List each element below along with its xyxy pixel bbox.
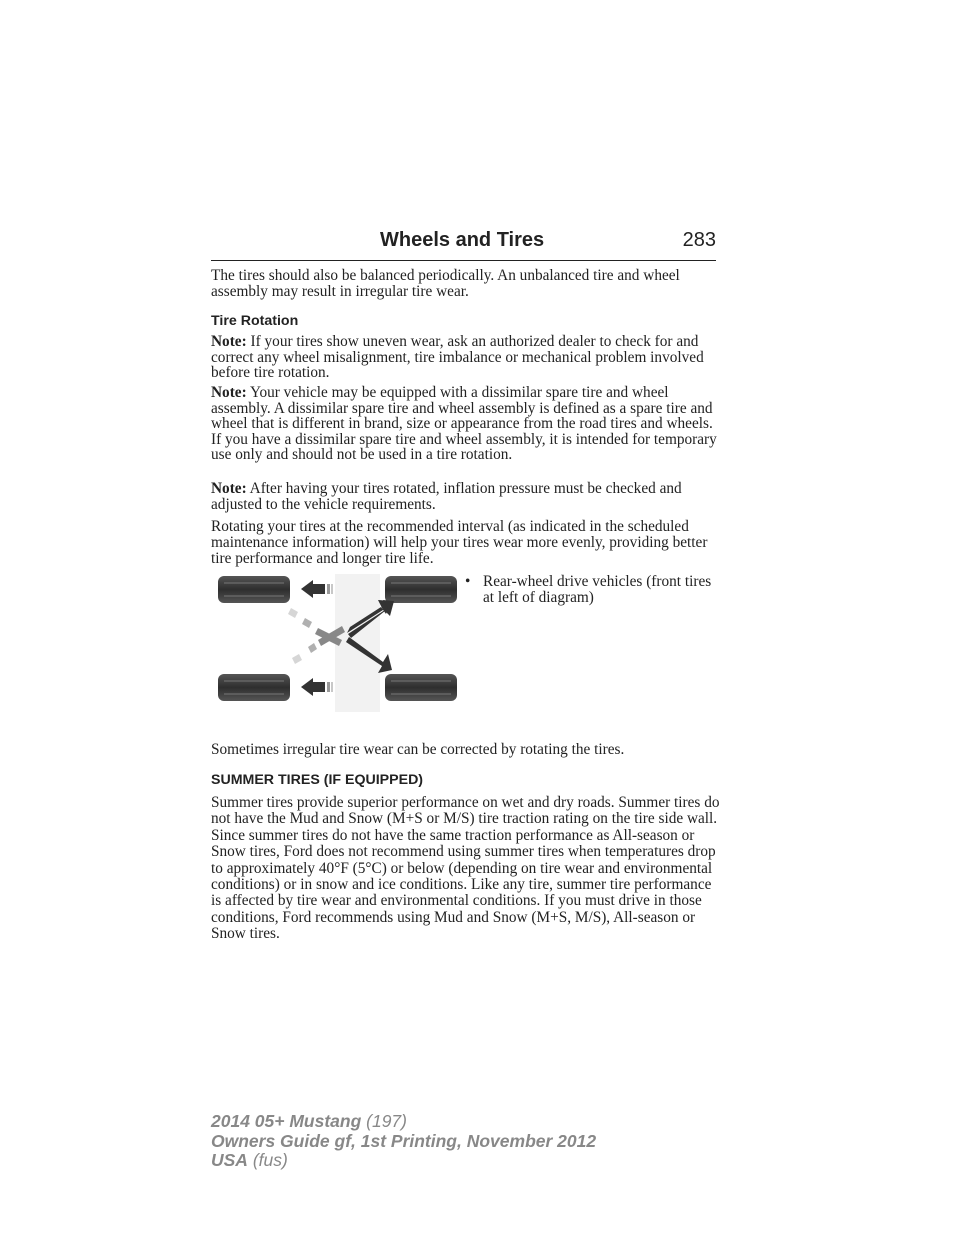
note-text: After having your tires rotated, inflation pressure must be checked and adjusted to the vehicle requirements. [211, 480, 682, 513]
bullet-marker: • [465, 573, 471, 590]
tire-rotation-diagram [214, 570, 464, 715]
note-paragraph-2 [211, 385, 721, 463]
section-title: Wheels and Tires [380, 229, 545, 251]
tire-rear-left-icon [385, 576, 457, 603]
note-paragraph-3 [211, 481, 721, 512]
tire-rotation-heading: Tire Rotation [211, 313, 299, 329]
footer-line-3 [211, 1151, 596, 1171]
summer-tires-paragraph: Summer tires provide superior performance on wet and dry roads. Summer tires do not have the Mud and Snow (M+S or M/S) tire traction rating on the tire side wall. Since summer tires do not have the same traction performance as All-season or Snow tires, Ford does not recommend using summer tires when temperatures drop to approximately 40°F (5°C) or below (depending on tire wear and environmental conditions) or in snow and ice conditions. Like any tire, summer tire performance is affected by tire wear and environmental conditions. If you must drive in those conditions, Ford recommends using Mud and Snow (M+S, M/S), All-season or Snow tires. [211, 794, 720, 943]
summer-tires-heading: SUMMER TIRES (IF EQUIPPED) [211, 772, 424, 788]
diagram-background [335, 574, 380, 712]
tire-front-left-icon [218, 576, 290, 603]
tire-front-right-icon [218, 674, 290, 701]
rotating-paragraph: Rotating your tires at the recommended interval (as indicated in the scheduled maintenance information) will help your tires wear more evenly, providing better tire performance and longer tire life. [211, 518, 708, 567]
arrow-rear-right-to-front-right-icon [301, 678, 333, 696]
footer-line-1 [211, 1112, 596, 1132]
footer-model: 2014 05+ Mustang [211, 1111, 362, 1131]
bullet-text: Rear-wheel drive vehicles (front tires at left of diagram) [483, 573, 712, 606]
footer-market-code: (fus) [247, 1150, 288, 1170]
note-label: Note: [211, 333, 247, 350]
note-label: Note: [211, 480, 247, 497]
arrow-rear-left-to-front-left-icon [301, 580, 333, 598]
note-label: Note: [211, 384, 247, 401]
footer-market: USA [211, 1150, 248, 1170]
tire-rear-right-icon [385, 674, 457, 701]
page-footer [211, 1112, 596, 1171]
irregular-wear-paragraph: Sometimes irregular tire wear can be corrected by rotating the tires. [211, 741, 625, 758]
footer-code: (197) [361, 1111, 407, 1131]
page-header [211, 229, 716, 261]
footer-line-2: Owners Guide gf, 1st Printing, November 2012 [211, 1130, 597, 1151]
note-text: If your tires show uneven wear, ask an authorized dealer to check for and correct any wheel misalignment, tire imbalance or mechanical problem involved before tire rotation. [211, 333, 704, 381]
note-paragraph-1 [211, 334, 721, 381]
page-number: 283 [682, 229, 716, 251]
intro-paragraph: The tires should also be balanced periodically. An unbalanced tire and wheel assembly may result in irregular tire wear. [211, 267, 680, 300]
note-text: Your vehicle may be equipped with a dissimilar spare tire and wheel assembly. A dissimilar spare tire and wheel assembly is defined as a spare tire and wheel that is different in brand, size or appearance from the road tires and wheels. If you have a dissimilar spare tire and wheel assembly, it is intended for temporary use only and should not be used in a tire rotation. [211, 384, 717, 463]
